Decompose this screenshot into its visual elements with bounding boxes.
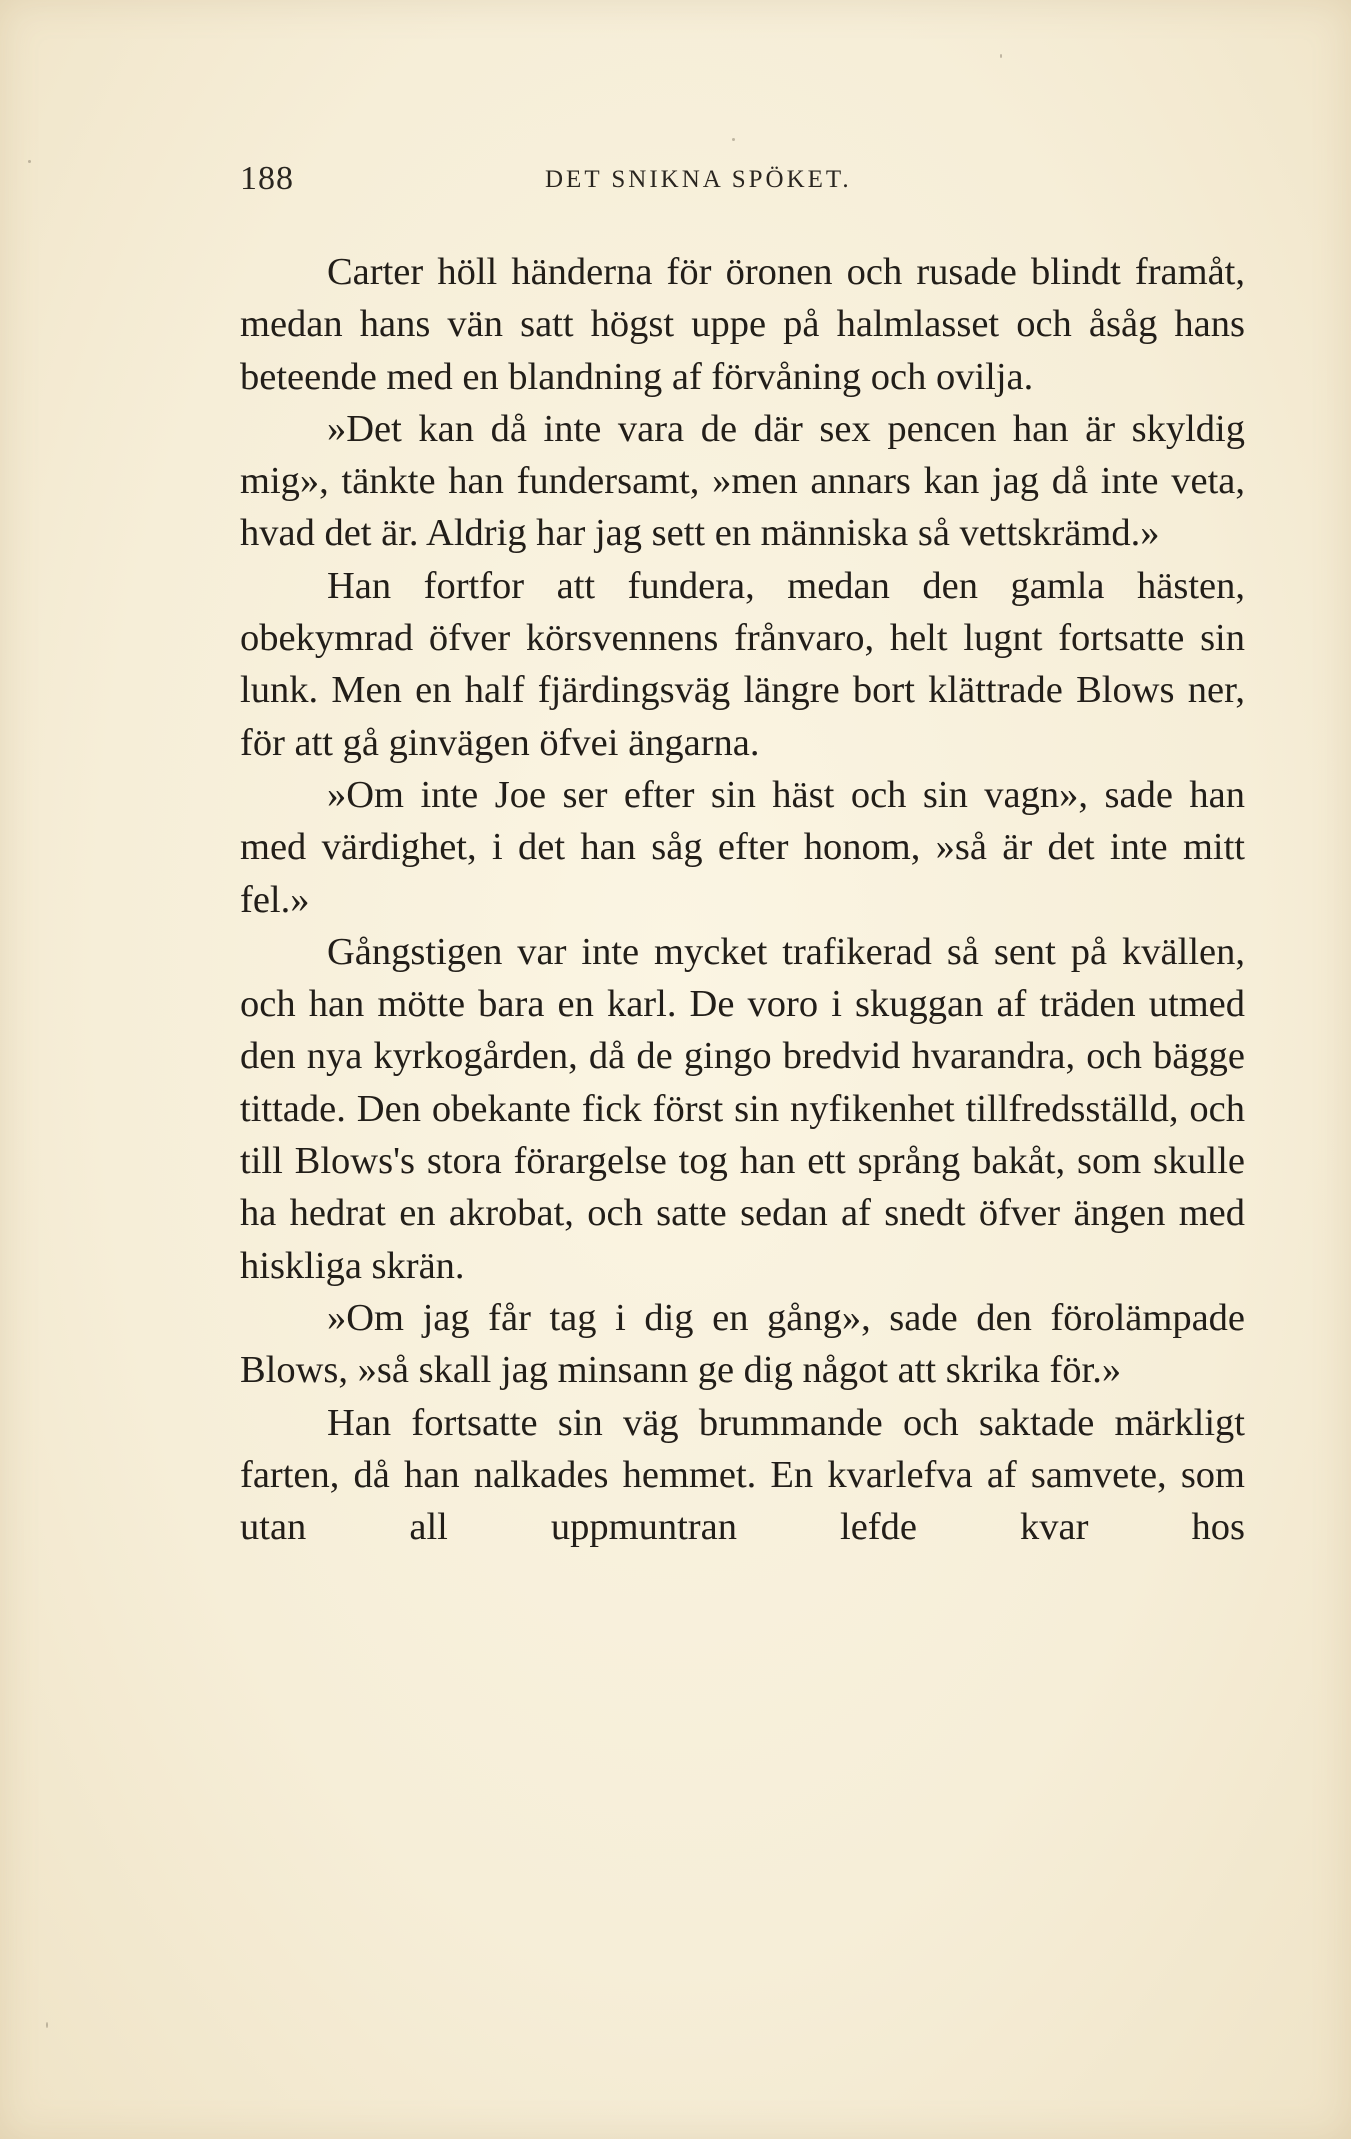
paper-speck [46, 2022, 48, 2028]
body-text [240, 246, 1245, 1553]
page-header [240, 160, 940, 210]
paragraph: »Om inte Joe ser efter sin häst och sin vagn», sade han med värdighet, i det han såg efter honom, »så är det inte mitt fel.» [240, 773, 1245, 921]
paper-speck [28, 160, 31, 163]
paragraph: Han fortsatte sin väg brummande och saktade märkligt farten, då han nalkades hemmet. En kvarlefva af samvete, som utan all uppmuntran lefde kvar hos [240, 1401, 1245, 1549]
paper-speck [1000, 54, 1002, 58]
paragraph: »Det kan då inte vara de där sex pencen han är skyldig mig», tänkte han fundersamt, »men annars kan jag då inte veta, hvad det är. Aldrig har jag sett en människa så vettskrämd.» [240, 407, 1245, 555]
paragraph: Han fortfor att fundera, medan den gamla hästen, obekymrad öfver körsvennens frånvaro, helt lugnt fortsatte sin lunk. Men en half fjärdingsväg längre bort klättrade Blows ner, för att gå ginvägen öfvei ängarna. [240, 564, 1245, 764]
running-head: DET SNIKNA SPÖKET. [545, 166, 852, 193]
page-number: 188 [240, 160, 294, 197]
paragraph: Carter höll händerna för öronen och rusade blindt framåt, medan hans vän satt högst uppe på halmlasset och åsåg hans beteende med en blandning af förvåning och ovilja. [240, 251, 1245, 398]
paragraph: »Om jag får tag i dig en gång», sade den förolämpade Blows, »så skall jag minsann ge dig något att skrika för.» [240, 1296, 1245, 1392]
paper-speck [732, 138, 735, 141]
paragraph: Gångstigen var inte mycket trafikerad så sent på kvällen, och han mötte bara en karl. De voro i skuggan af träden utmed den nya kyrkogården, då de gingo bredvid hvarandra, och bägge tittade. Den obekante fick först sin nyfikenhet tillfredsställd, och till Blows's stora förargelse tog han ett språng bakåt, som skulle ha hedrat en akrobat, och satte sedan af snedt öfver ängen med hiskliga skrän. [240, 930, 1245, 1287]
